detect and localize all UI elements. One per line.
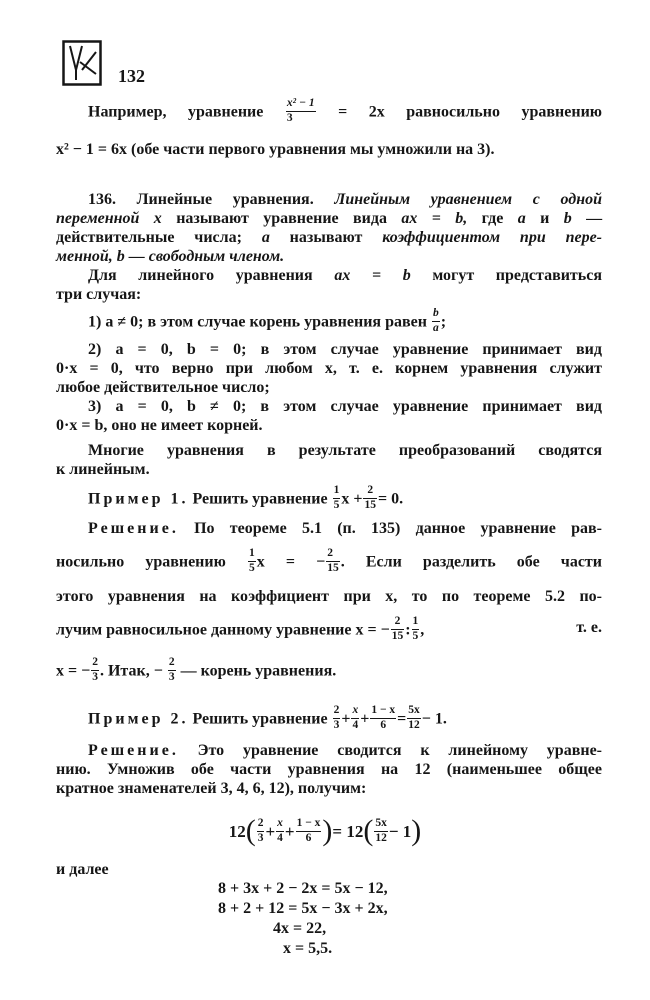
- denominator: 3: [257, 831, 264, 844]
- text: По теореме 5.1 (п. 135) данное уравнение рав-: [194, 520, 602, 537]
- text: = 0.: [377, 490, 404, 508]
- fraction: [391, 616, 405, 642]
- numerator: 5x: [407, 705, 421, 719]
- text: :: [405, 621, 411, 639]
- case-1: [88, 307, 447, 336]
- denominator: 3: [92, 670, 98, 683]
- example-1-statement: [88, 484, 404, 513]
- numerator: x² − 1: [286, 98, 316, 112]
- text: ax = b: [334, 267, 411, 284]
- section-136-line-3: [56, 228, 602, 248]
- text: a: [517, 210, 526, 227]
- text: = 2x равносильно уравнению: [338, 103, 603, 121]
- denominator: 6: [305, 831, 312, 844]
- fraction: [363, 485, 377, 511]
- left-paren: (: [245, 814, 256, 847]
- denominator: a: [432, 321, 439, 334]
- numerator: 2: [363, 485, 377, 499]
- text: = 12: [332, 821, 364, 841]
- text: . Если разделить обе части: [340, 553, 603, 571]
- text: +: [284, 821, 295, 841]
- solution-1-line-2: [56, 547, 603, 576]
- numerator: 1 − x: [370, 705, 396, 719]
- text: коэффициентом при пере-: [382, 229, 603, 246]
- solution-2-line-2: нию. Умножив обе части уравнения на 12 (наименьшее общее: [56, 761, 602, 778]
- text: Например, уравнение: [88, 103, 264, 121]
- denominator: 4: [352, 718, 359, 731]
- text: x = −: [256, 553, 326, 571]
- numerator: 5x: [374, 818, 388, 832]
- text: Это уравнение сводится к линейному уравне-: [197, 742, 602, 759]
- text: —: [586, 210, 603, 227]
- solution-1-line-5: [56, 656, 337, 685]
- denominator: 5: [412, 629, 419, 642]
- text: переменной x: [56, 210, 162, 227]
- numerator: 2: [168, 657, 176, 671]
- example-label: Пример 2.: [88, 710, 189, 728]
- section-136-line-6: три случая:: [56, 286, 142, 303]
- text: x +: [341, 490, 363, 508]
- step-4: x = 5,5.: [283, 940, 333, 957]
- text: ,: [420, 621, 425, 639]
- text: — корень уравнения.: [180, 662, 337, 680]
- numerator: 1: [333, 485, 341, 499]
- many-equations-line-2: к линейным.: [56, 461, 150, 478]
- text: лучим равносильное данному уравнение x = −: [56, 621, 390, 639]
- section-heading: 136. Линейные уравнения.: [88, 191, 314, 208]
- denominator: 12: [408, 718, 420, 731]
- section-emblem-icon: [62, 40, 102, 86]
- right-paren: ): [322, 814, 333, 847]
- equation-multiplied: [0, 814, 650, 848]
- fraction: [326, 548, 340, 574]
- section-136-line-2: [56, 209, 602, 229]
- text: 1) a ≠ 0; в этом случае корень уравнения равен: [88, 313, 427, 331]
- text: Решить уравнение: [192, 710, 328, 728]
- fraction: [276, 818, 284, 844]
- step-3: 4x = 22,: [273, 920, 327, 937]
- right-paren: ): [411, 814, 422, 847]
- text: называют уравнение вида: [176, 210, 387, 227]
- fraction: [374, 818, 388, 844]
- text: ;: [440, 313, 447, 331]
- denominator: 15: [391, 629, 404, 642]
- denominator: 12: [375, 831, 387, 844]
- text: − 1.: [421, 710, 447, 728]
- numerator: 1 − x: [296, 818, 322, 832]
- fraction: [257, 818, 265, 844]
- numerator: 2: [391, 616, 405, 630]
- fraction: [248, 548, 256, 574]
- definition-text: Линейным уравнением с одной: [334, 191, 603, 208]
- fraction: [333, 705, 341, 731]
- denominator: 6: [380, 718, 387, 731]
- numerator: 1: [248, 548, 256, 562]
- fraction: [91, 657, 99, 683]
- numerator: 2: [257, 818, 265, 832]
- numerator: x: [351, 705, 359, 719]
- step-1: 8 + 3x + 2 − 2x = 5x − 12,: [218, 880, 388, 897]
- text: x = −: [56, 662, 91, 680]
- fraction: [296, 818, 322, 844]
- section-136-line-5: [88, 266, 602, 286]
- denominator: 3: [168, 670, 175, 683]
- text: − 1: [388, 821, 412, 841]
- numerator: b: [432, 308, 440, 322]
- case-2-line-3: любое действительное число;: [56, 379, 270, 396]
- fraction: [370, 705, 396, 731]
- numerator: 1: [412, 616, 420, 630]
- solution-1-line-4: [56, 615, 602, 644]
- intro-line-1: [88, 97, 603, 126]
- text: =: [397, 710, 407, 728]
- solution-1-line-1: [88, 519, 602, 539]
- text: ax = b,: [401, 210, 468, 227]
- fraction: [412, 616, 420, 642]
- page-number: 132: [118, 66, 145, 86]
- section-136-line-4: менной, b — свободным членом.: [56, 248, 285, 265]
- text: могут представиться: [432, 267, 603, 284]
- text: +: [360, 710, 370, 728]
- text: называют: [289, 229, 363, 246]
- fraction: [168, 657, 176, 683]
- text: и: [540, 210, 550, 227]
- fraction: [432, 308, 440, 334]
- denominator: 3: [286, 111, 293, 124]
- text: b: [563, 210, 572, 227]
- and-further: и далее: [56, 861, 109, 878]
- numerator: x: [276, 818, 284, 832]
- text: носильно уравнению: [56, 553, 226, 571]
- section-136-line-1: [88, 190, 602, 210]
- fraction: [333, 485, 341, 511]
- solution-label: Решение.: [88, 742, 179, 759]
- text: Решить уравнение: [192, 490, 328, 508]
- solution-2-line-3: кратное знаменателей 3, 4, 6, 12), получим:: [56, 780, 367, 797]
- text: a: [261, 229, 270, 246]
- denominator: 5: [248, 561, 255, 574]
- text: т. е.: [576, 619, 602, 636]
- solution-2-line-1: [88, 741, 602, 761]
- numerator: 2: [91, 657, 99, 671]
- case-2-line-1: 2) a = 0, b = 0; в этом случае уравнение принимает вид: [88, 341, 602, 358]
- numerator: 2: [326, 548, 340, 562]
- text: +: [341, 710, 351, 728]
- case-2-line-2: 0·x = 0, что верно при любом x, т. е. корнем уравнения служит: [56, 360, 602, 377]
- text: где: [481, 210, 504, 227]
- denominator: 4: [277, 831, 283, 844]
- case-3-line-2: 0·x = b, оно не имеет корней.: [56, 417, 263, 434]
- example-2-statement: [88, 704, 447, 733]
- fraction: [351, 705, 359, 731]
- text: 12: [228, 821, 246, 841]
- solution-label: Решение.: [88, 520, 179, 537]
- text: . Итак, −: [99, 662, 163, 680]
- text: Для линейного уравнения: [88, 267, 313, 284]
- intro-line-2: x² − 1 = 6x (обе части первого уравнения мы умножили на 3).: [56, 141, 495, 158]
- fraction: [286, 98, 316, 124]
- text: +: [265, 821, 276, 841]
- solution-1-line-3: этого уравнения на коэффициент при x, то по теореме 5.2 по-: [56, 588, 602, 605]
- left-paren: (: [363, 814, 374, 847]
- denominator: 15: [364, 498, 376, 511]
- denominator: 3: [333, 718, 340, 731]
- denominator: 15: [327, 561, 339, 574]
- numerator: 2: [333, 705, 341, 719]
- denominator: 5: [333, 498, 340, 511]
- step-2: 8 + 2 + 12 = 5x − 3x + 2x,: [218, 900, 388, 917]
- example-label: Пример 1.: [88, 490, 189, 508]
- text: действительные числа;: [56, 229, 242, 246]
- fraction: [407, 705, 421, 731]
- case-3-line-1: 3) a = 0, b ≠ 0; в этом случае уравнение принимает вид: [88, 398, 602, 415]
- many-equations-line-1: Многие уравнения в результате преобразований сводятся: [88, 442, 602, 459]
